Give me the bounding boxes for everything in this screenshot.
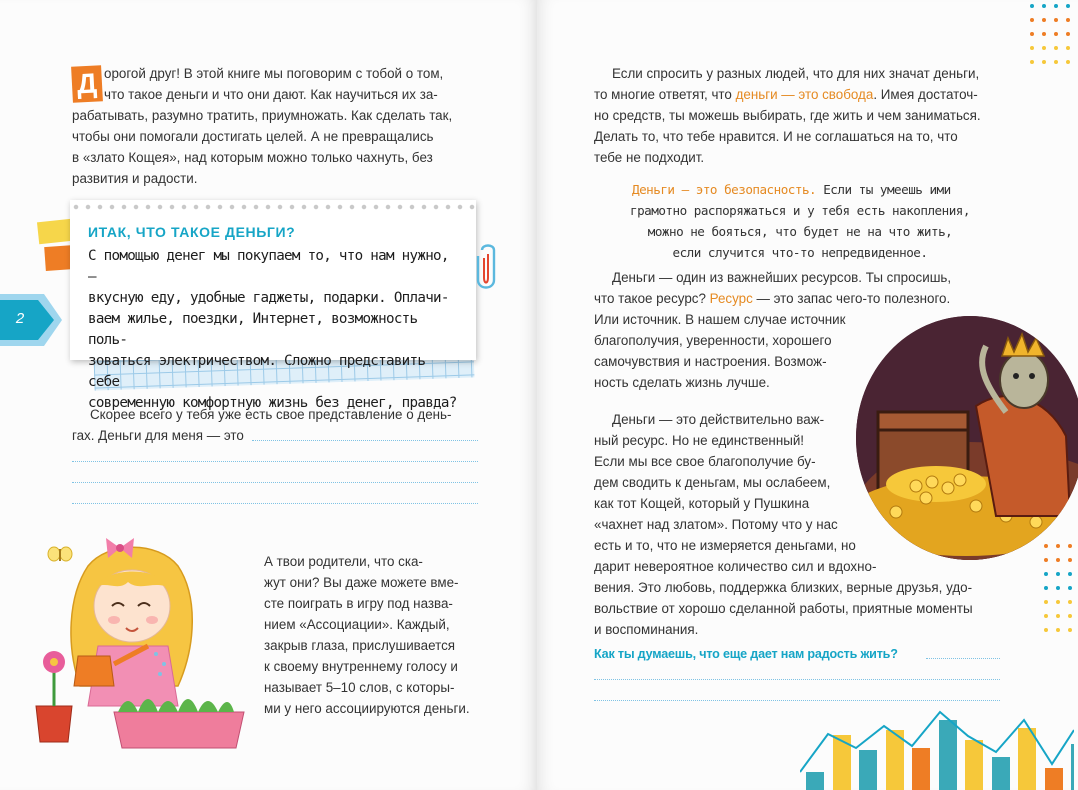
important-line-6: «чахнет над златом». Потому что у нас — [594, 517, 838, 532]
girl-watering-flowers-illustration — [28, 536, 258, 750]
prompt-line-1: Скорее всего у тебя уже есть свое представление о день- — [90, 407, 452, 422]
parents-line-3: сте поиграть в игру под назва- — [264, 596, 453, 611]
important-line-7: есть и то, что не измеряется деньгами, но — [594, 538, 856, 553]
note-line-5: современную комфортную жизнь без денег, правда? — [88, 395, 457, 411]
note-line-3: ваем жилье, поездки, Интернет, возможность поль- — [88, 311, 418, 348]
para1-line-1: Если спросить у разных людей, что для них значат деньги, — [612, 66, 980, 81]
parents-line-7: называет 5–10 слов, с которы- — [264, 680, 455, 695]
parents-line-1: А твои родители, что ска- — [264, 554, 423, 569]
write-line-2[interactable] — [72, 461, 478, 462]
parents-line-6: к своему внутреннему голосу и — [264, 659, 458, 674]
resource-line-6: ность сделать жизнь лучше. — [594, 375, 770, 390]
note-line-4: зоваться электричеством. Сложно представить себе — [88, 353, 426, 390]
decor-zigzag-line — [800, 690, 1074, 790]
intro-line-1: орогой друг! В этой книге мы поговорим с тобой о том, — [104, 66, 444, 81]
parents-line-8: ми у него ассоциируются деньги. — [264, 701, 470, 716]
note-body — [88, 246, 460, 414]
note-card — [70, 200, 476, 411]
resource-line-2: что такое ресурс? Ресурс — это запас чего-то полезного. — [594, 291, 951, 306]
resource-line-3: Или источник. В нашем случае источник — [594, 312, 846, 327]
koschei-icon — [856, 316, 1078, 560]
intro-line-4: чтобы они помогали достигать целей. А не превращались — [72, 129, 434, 144]
parents-line-4: нием «Ассоциации». Каждый, — [264, 617, 450, 632]
write-line-3[interactable] — [72, 482, 478, 483]
left-page — [0, 0, 537, 790]
note-line-2: вкусную еду, удобные гаджеты, подарки. Оплачи- — [88, 290, 449, 306]
decor-bar-chart — [800, 690, 1074, 790]
parents-line-5: закрыв глаза, прислушивается — [264, 638, 456, 653]
para1-line-3: но средств, ты можешь выбирать, где жить и чем заниматься. — [594, 108, 981, 123]
drop-cap: Д — [71, 65, 103, 103]
important-line-10: вольствие от хорошо сделанной работы, приятные моменты — [594, 601, 973, 616]
para1-line-5: тебе не подходит. — [594, 150, 705, 165]
important-line-9: вения. Это любовь, поддержка близких, верные друзья, удо- — [594, 580, 973, 595]
resource-line-5: самочувствия и настроения. Возмож- — [594, 354, 827, 369]
resource-line-4: благополучия, уверенности, хорошего — [594, 333, 832, 348]
decor-dot-grid — [1026, 0, 1078, 72]
intro-line-2: что такое деньги и что они дают. Как научиться их за- — [104, 87, 438, 102]
freedom-highlight: деньги — это свобода — [735, 87, 874, 102]
safety-line-4: если случится что-то непредвиденное. — [672, 245, 928, 260]
note-perforation — [70, 204, 476, 210]
important-line-2: ный ресурс. Но не единственный! — [594, 433, 805, 448]
write-line-4[interactable] — [72, 503, 478, 504]
prompt-line-2: гах. Деньги для меня — это — [72, 428, 244, 443]
question-text: Как ты думаешь, что еще дает нам радость жить? — [594, 647, 898, 661]
important-line-11: и воспоминания. — [594, 622, 699, 637]
page-number: 2 — [15, 310, 25, 327]
safety-line-2: грамотно распоряжаться и у тебя есть накопления, — [630, 203, 970, 218]
para1-line-4: Делать то, что тебе нравится. И не соглашаться на то, что — [594, 129, 958, 144]
important-line-8: дарит невероятное количество сил и вдохно- — [594, 559, 877, 574]
resource-highlight: Ресурс — [709, 291, 753, 306]
important-line-4: дем сводить к деньгам, мы ослабеем, — [594, 475, 831, 490]
para1-line-2: то многие ответят, что деньги — это свобода. Имея достаточ- — [594, 87, 978, 102]
safety-line-3: можно не бояться, что будет не на что жить, — [647, 224, 953, 239]
note-title: ИТАК, ЧТО ТАКОЕ ДЕНЬГИ? — [88, 224, 296, 240]
write-line-1[interactable] — [252, 440, 478, 441]
paperclip-icon — [474, 244, 502, 292]
intro-line-5: в «злато Кощея», над которым можно только чахнуть, без — [72, 150, 433, 165]
safety-line-1: Деньги — это безопасность. Если ты умеешь ими — [632, 182, 951, 197]
safety-highlight: Деньги — это безопасность. — [632, 182, 817, 197]
resource-line-1: Деньги — один из важнейших ресурсов. Ты спросишь, — [612, 270, 952, 285]
important-line-3: Если мы все свое благополучие бу- — [594, 454, 816, 469]
parents-line-2: жут они? Вы даже можете вме- — [264, 575, 459, 590]
decor-dot-grid-lower — [1040, 540, 1078, 680]
answer-line-1[interactable] — [926, 658, 1000, 659]
important-line-5: как тот Кощей, который у Пушкина — [594, 496, 810, 511]
intro-line-6: развития и радости. — [72, 171, 198, 186]
intro-line-3: рабатывать, разумно тратить, приумножать. Как сделать так, — [72, 108, 453, 123]
answer-line-2[interactable] — [594, 679, 1000, 680]
koschei-gold-illustration — [856, 316, 1078, 560]
important-line-1: Деньги — это действительно важ- — [612, 412, 825, 427]
note-line-1: С помощью денег мы покупаем то, что нам нужно, — — [88, 248, 449, 285]
